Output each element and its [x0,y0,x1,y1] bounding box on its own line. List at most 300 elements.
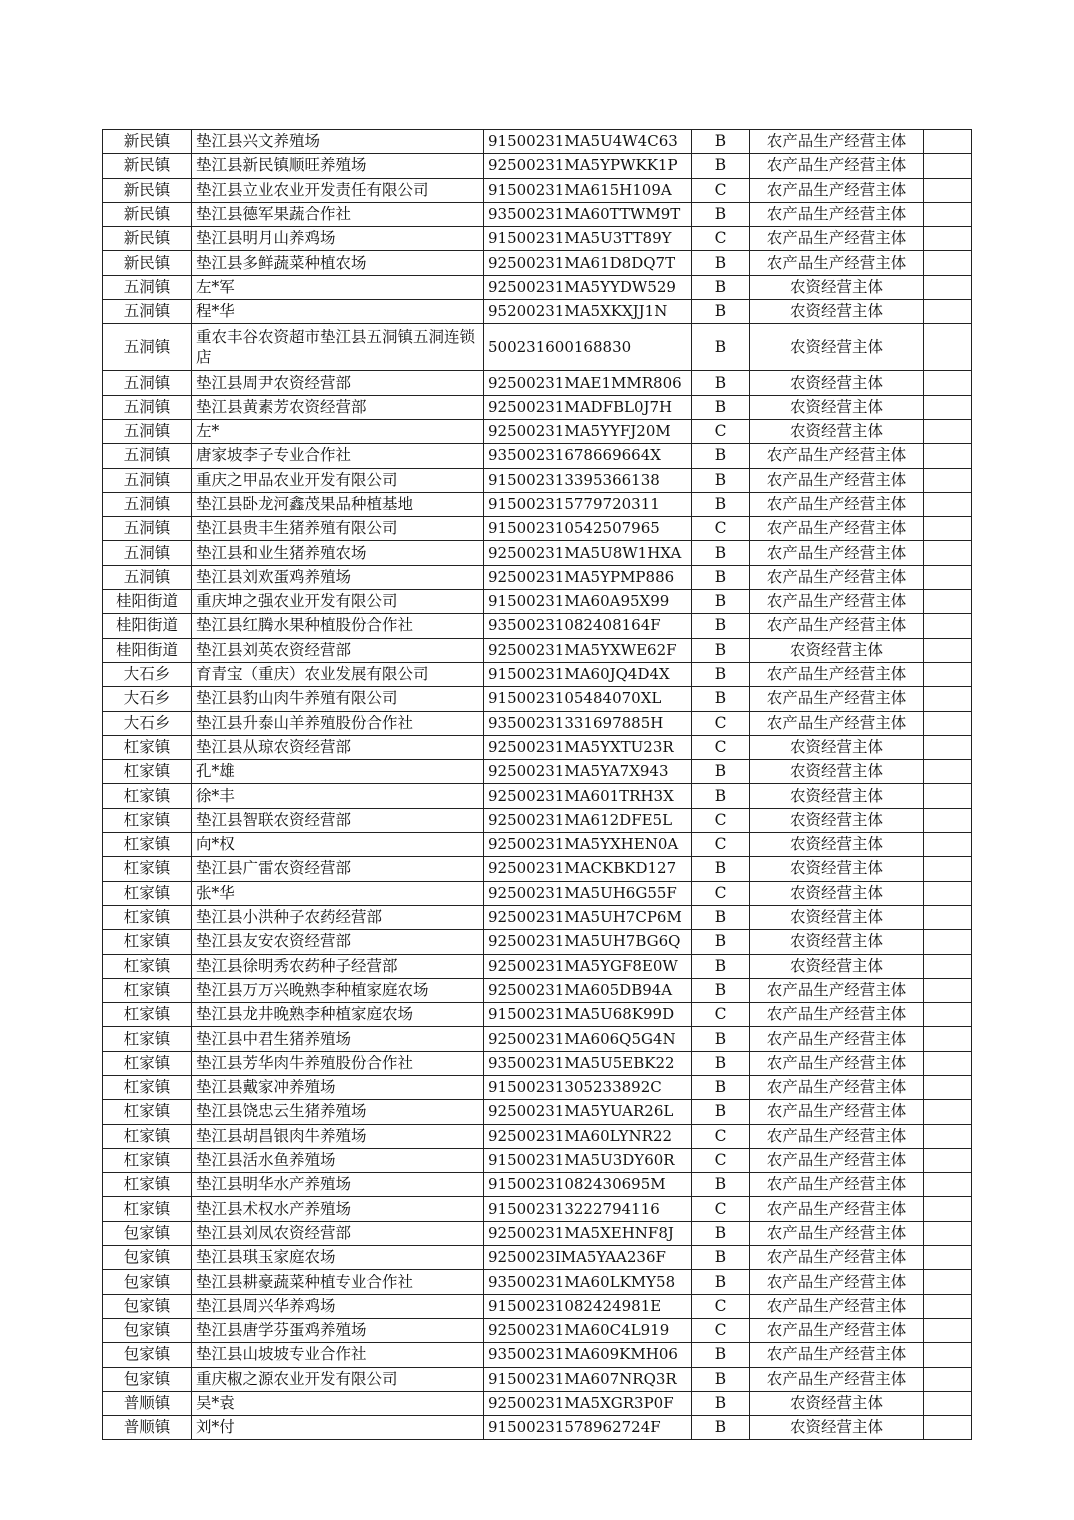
town-cell: 五洞镇 [103,468,192,492]
grade-cell: B [692,1027,750,1051]
credit-code-cell: 93500231MA60TTWM9T [484,202,692,226]
credit-code-cell: 92500231MA605DB94A [484,978,692,1002]
town-cell: 五洞镇 [103,419,192,443]
blank-cell [924,468,972,492]
entity-type-cell: 农资经营主体 [750,735,924,759]
entity-type-cell: 农产品生产经营主体 [750,1221,924,1245]
table-row [103,930,972,954]
table-row [103,687,972,711]
table-row [103,1416,972,1440]
credit-code-cell: 92500231MA60LYNR22 [484,1124,692,1148]
entity-name-cell: 育青宝（重庆）农业发展有限公司 [192,662,484,686]
blank-cell [924,614,972,638]
table-row [103,833,972,857]
grade-cell: B [692,954,750,978]
entity-name-cell: 垫江县徐明秀农药种子经营部 [192,954,484,978]
credit-code-cell: 92500231MA5XGR3P0F [484,1391,692,1415]
town-cell: 桂阳街道 [103,590,192,614]
entity-type-cell: 农产品生产经营主体 [750,565,924,589]
table-row [103,1246,972,1270]
entity-name-cell: 垫江县友安农资经营部 [192,930,484,954]
entity-type-cell: 农资经营主体 [750,1391,924,1415]
grade-cell: B [692,130,750,154]
table-row [103,1294,972,1318]
blank-cell [924,1343,972,1367]
table-row [103,444,972,468]
grade-cell: C [692,227,750,251]
grade-cell: B [692,1416,750,1440]
town-cell: 五洞镇 [103,541,192,565]
entity-name-cell: 垫江县贵丰生猪养殖有限公司 [192,517,484,541]
entity-name-cell: 垫江县德军果蔬合作社 [192,202,484,226]
entity-type-cell: 农产品生产经营主体 [750,541,924,565]
town-cell: 杠家镇 [103,881,192,905]
entity-name-cell: 徐*丰 [192,784,484,808]
town-cell: 杠家镇 [103,735,192,759]
blank-cell [924,1003,972,1027]
town-cell: 包家镇 [103,1367,192,1391]
table-row [103,154,972,178]
blank-cell [924,1246,972,1270]
town-cell: 杠家镇 [103,954,192,978]
grade-cell: C [692,808,750,832]
credit-code-cell: 95200231MA5XKXJJ1N [484,300,692,324]
blank-cell [924,300,972,324]
town-cell: 五洞镇 [103,444,192,468]
credit-code-cell: 91500231305233892C [484,1075,692,1099]
grade-cell: C [692,833,750,857]
town-cell: 杠家镇 [103,930,192,954]
entity-name-cell: 垫江县龙井晚熟李种植家庭农场 [192,1003,484,1027]
blank-cell [924,1100,972,1124]
town-cell: 包家镇 [103,1343,192,1367]
entity-type-cell: 农产品生产经营主体 [750,1197,924,1221]
entity-type-cell: 农产品生产经营主体 [750,1003,924,1027]
credit-code-cell: 93500231082408164F [484,614,692,638]
entity-type-cell: 农产品生产经营主体 [750,492,924,516]
entity-type-cell: 农产品生产经营主体 [750,590,924,614]
entity-type-cell: 农产品生产经营主体 [750,1367,924,1391]
table-row [103,808,972,832]
table-row [103,1391,972,1415]
grade-cell: B [692,492,750,516]
credit-code-cell: 92500231MA601TRH3X [484,784,692,808]
entity-name-cell: 向*权 [192,833,484,857]
grade-cell: B [692,638,750,662]
grade-cell: B [692,687,750,711]
table-row [103,735,972,759]
table-row [103,1173,972,1197]
entity-type-cell: 农资经营主体 [750,905,924,929]
blank-cell [924,687,972,711]
blank-cell [924,275,972,299]
blank-cell [924,784,972,808]
grade-cell: B [692,541,750,565]
entity-name-cell: 垫江县卧龙河鑫茂果品种植基地 [192,492,484,516]
blank-cell [924,662,972,686]
entity-name-cell: 孔*雄 [192,760,484,784]
blank-cell [924,711,972,735]
town-cell: 杠家镇 [103,1124,192,1148]
entity-name-cell: 垫江县多鲜蔬菜种植农场 [192,251,484,275]
grade-cell: B [692,1270,750,1294]
table-row [103,905,972,929]
entity-name-cell: 垫江县红腾水果种植股份合作社 [192,614,484,638]
grade-cell: B [692,857,750,881]
entity-type-cell: 农产品生产经营主体 [750,1100,924,1124]
blank-cell [924,833,972,857]
grade-cell: B [692,444,750,468]
town-cell: 新民镇 [103,202,192,226]
entity-name-cell: 垫江县唐学芬蛋鸡养殖场 [192,1318,484,1342]
entity-name-cell: 重农丰谷农资超市垫江县五洞镇五洞连锁店 [192,324,484,371]
entity-type-cell: 农资经营主体 [750,833,924,857]
grade-cell: C [692,178,750,202]
table-row [103,275,972,299]
blank-cell [924,371,972,395]
blank-cell [924,419,972,443]
grade-cell: B [692,1100,750,1124]
grade-cell: B [692,300,750,324]
credit-code-cell: 93500231MA609KMH06 [484,1343,692,1367]
entity-type-cell: 农产品生产经营主体 [750,711,924,735]
table-row [103,178,972,202]
town-cell: 五洞镇 [103,565,192,589]
credit-code-cell: 92500231MA612DFE5L [484,808,692,832]
entity-type-cell: 农产品生产经营主体 [750,1246,924,1270]
grade-cell: C [692,711,750,735]
credit-code-cell: 915002310542507965 [484,517,692,541]
grade-cell: B [692,468,750,492]
entity-name-cell: 重庆椒之源农业开发有限公司 [192,1367,484,1391]
table-row [103,1148,972,1172]
grade-cell: B [692,905,750,929]
credit-code-cell: 92500231MA5YGF8E0W [484,954,692,978]
entity-name-cell: 垫江县兴文养殖场 [192,130,484,154]
blank-cell [924,1416,972,1440]
table-row [103,590,972,614]
blank-cell [924,1075,972,1099]
table-row [103,517,972,541]
entity-type-cell: 农资经营主体 [750,808,924,832]
entity-type-cell: 农产品生产经营主体 [750,251,924,275]
entity-type-cell: 农产品生产经营主体 [750,687,924,711]
entity-type-cell: 农产品生产经营主体 [750,1051,924,1075]
entity-name-cell: 垫江县芳华肉牛养殖股份合作社 [192,1051,484,1075]
entity-type-cell: 农产品生产经营主体 [750,1148,924,1172]
grade-cell: B [692,1367,750,1391]
blank-cell [924,1124,972,1148]
town-cell: 五洞镇 [103,275,192,299]
town-cell: 杠家镇 [103,1197,192,1221]
grade-cell: B [692,395,750,419]
entity-type-cell: 农资经营主体 [750,954,924,978]
entity-name-cell: 垫江县万万兴晚熟李种植家庭农场 [192,978,484,1002]
table-row [103,541,972,565]
blank-cell [924,324,972,371]
grade-cell: B [692,275,750,299]
blank-cell [924,590,972,614]
table-row [103,638,972,662]
town-cell: 包家镇 [103,1294,192,1318]
blank-cell [924,1148,972,1172]
table-row [103,1051,972,1075]
table-row [103,1270,972,1294]
table-row [103,978,972,1002]
grade-cell: B [692,1343,750,1367]
table-row [103,492,972,516]
entity-type-cell: 农资经营主体 [750,638,924,662]
table-row [103,711,972,735]
table-row [103,857,972,881]
entity-type-cell: 农资经营主体 [750,930,924,954]
entity-type-cell: 农产品生产经营主体 [750,1294,924,1318]
entity-type-cell: 农产品生产经营主体 [750,227,924,251]
town-cell: 五洞镇 [103,371,192,395]
grade-cell: C [692,1294,750,1318]
blank-cell [924,1270,972,1294]
blank-cell [924,1221,972,1245]
entity-name-cell: 垫江县周兴华养鸡场 [192,1294,484,1318]
credit-code-cell: 92500231MA5UH7CP6M [484,905,692,929]
table-row [103,1343,972,1367]
grade-cell: C [692,1197,750,1221]
table-row [103,1318,972,1342]
blank-cell [924,565,972,589]
grade-cell: B [692,930,750,954]
table-row [103,227,972,251]
credit-code-cell: 9250023IMA5YAA236F [484,1246,692,1270]
grade-cell: C [692,735,750,759]
table-row [103,251,972,275]
town-cell: 包家镇 [103,1221,192,1245]
credit-code-cell: 91500231MA5U68K99D [484,1003,692,1027]
blank-cell [924,517,972,541]
blank-cell [924,1051,972,1075]
town-cell: 五洞镇 [103,492,192,516]
table-row [103,202,972,226]
table-row [103,760,972,784]
credit-code-cell: 91500231MA60JQ4D4X [484,662,692,686]
town-cell: 杠家镇 [103,1051,192,1075]
town-cell: 五洞镇 [103,324,192,371]
grade-cell: B [692,784,750,808]
blank-cell [924,202,972,226]
entity-name-cell: 垫江县戴家冲养殖场 [192,1075,484,1099]
entity-type-cell: 农产品生产经营主体 [750,1318,924,1342]
entity-name-cell: 垫江县立业农业开发责任有限公司 [192,178,484,202]
table-row [103,1003,972,1027]
table-row [103,954,972,978]
town-cell: 桂阳街道 [103,614,192,638]
entity-table [102,129,972,1440]
blank-cell [924,227,972,251]
entity-type-cell: 农资经营主体 [750,1416,924,1440]
entity-name-cell: 垫江县周尹农资经营部 [192,371,484,395]
entity-name-cell: 垫江县豹山肉牛养殖有限公司 [192,687,484,711]
grade-cell: B [692,1391,750,1415]
town-cell: 大石乡 [103,711,192,735]
town-cell: 杠家镇 [103,1003,192,1027]
credit-code-cell: 92500231MA5YXHEN0A [484,833,692,857]
grade-cell: B [692,1173,750,1197]
grade-cell: B [692,371,750,395]
credit-code-cell: 91500231MA5U3DY60R [484,1148,692,1172]
town-cell: 五洞镇 [103,517,192,541]
entity-name-cell: 唐家坡李子专业合作社 [192,444,484,468]
entity-type-cell: 农资经营主体 [750,371,924,395]
grade-cell: C [692,1124,750,1148]
credit-code-cell: 91500231082424981E [484,1294,692,1318]
blank-cell [924,638,972,662]
grade-cell: C [692,1148,750,1172]
blank-cell [924,881,972,905]
entity-name-cell: 重庆坤之强农业开发有限公司 [192,590,484,614]
table-row [103,371,972,395]
grade-cell: B [692,1246,750,1270]
entity-type-cell: 农资经营主体 [750,395,924,419]
town-cell: 新民镇 [103,154,192,178]
table-row [103,1367,972,1391]
credit-code-cell: 92500231MA5YXTU23R [484,735,692,759]
town-cell: 包家镇 [103,1270,192,1294]
credit-code-cell: 915002313395366138 [484,468,692,492]
table-row [103,881,972,905]
entity-type-cell: 农产品生产经营主体 [750,1075,924,1099]
town-cell: 杠家镇 [103,1148,192,1172]
town-cell: 普顺镇 [103,1391,192,1415]
entity-name-cell: 垫江县饶忠云生猪养殖场 [192,1100,484,1124]
entity-name-cell: 垫江县新民镇顺旺养殖场 [192,154,484,178]
grade-cell: B [692,760,750,784]
credit-code-cell: 500231600168830 [484,324,692,371]
entity-type-cell: 农产品生产经营主体 [750,468,924,492]
town-cell: 新民镇 [103,178,192,202]
town-cell: 杠家镇 [103,1173,192,1197]
blank-cell [924,905,972,929]
entity-name-cell: 重庆之甲品农业开发有限公司 [192,468,484,492]
town-cell: 五洞镇 [103,300,192,324]
town-cell: 包家镇 [103,1246,192,1270]
entity-type-cell: 农资经营主体 [750,760,924,784]
credit-code-cell: 92500231MA5YPWKK1P [484,154,692,178]
entity-name-cell: 垫江县胡昌银肉牛养殖场 [192,1124,484,1148]
blank-cell [924,735,972,759]
blank-cell [924,1027,972,1051]
credit-code-cell: 92500231MA5UH6G55F [484,881,692,905]
table-row [103,1075,972,1099]
credit-code-cell: 915002315779720311 [484,492,692,516]
entity-name-cell: 垫江县小洪种子农药经营部 [192,905,484,929]
table-row [103,784,972,808]
entity-name-cell: 垫江县琪玉家庭农场 [192,1246,484,1270]
town-cell: 包家镇 [103,1318,192,1342]
entity-type-cell: 农资经营主体 [750,881,924,905]
credit-code-cell: 92500231MA5YYDW529 [484,275,692,299]
blank-cell [924,760,972,784]
town-cell: 大石乡 [103,662,192,686]
entity-type-cell: 农产品生产经营主体 [750,517,924,541]
entity-name-cell: 垫江县明月山养鸡场 [192,227,484,251]
entity-type-cell: 农产品生产经营主体 [750,1343,924,1367]
blank-cell [924,178,972,202]
entity-name-cell: 垫江县智联农资经营部 [192,808,484,832]
grade-cell: B [692,251,750,275]
blank-cell [924,1173,972,1197]
credit-code-cell: 92500231MA5YYFJ20M [484,419,692,443]
grade-cell: B [692,1221,750,1245]
credit-code-cell: 91500231MA5U4W4C63 [484,130,692,154]
credit-code-cell: 92500231MA606Q5G4N [484,1027,692,1051]
credit-code-cell: 91500231MA607NRQ3R [484,1367,692,1391]
town-cell: 杠家镇 [103,760,192,784]
grade-cell: B [692,154,750,178]
entity-type-cell: 农资经营主体 [750,784,924,808]
entity-type-cell: 农产品生产经营主体 [750,1173,924,1197]
town-cell: 新民镇 [103,227,192,251]
blank-cell [924,1391,972,1415]
credit-code-cell: 93500231MA5U5EBK22 [484,1051,692,1075]
blank-cell [924,444,972,468]
entity-type-cell: 农资经营主体 [750,419,924,443]
entity-type-cell: 农产品生产经营主体 [750,978,924,1002]
entity-name-cell: 左*军 [192,275,484,299]
grade-cell: C [692,1003,750,1027]
entity-name-cell: 刘*付 [192,1416,484,1440]
credit-code-cell: 9150023105484070XL [484,687,692,711]
grade-cell: B [692,614,750,638]
credit-code-cell: 92500231MA5U8W1HXA [484,541,692,565]
blank-cell [924,154,972,178]
town-cell: 杠家镇 [103,857,192,881]
blank-cell [924,251,972,275]
credit-code-cell: 92500231MA5YXWE62F [484,638,692,662]
entity-type-cell: 农产品生产经营主体 [750,614,924,638]
entity-name-cell: 张*华 [192,881,484,905]
entity-name-cell: 垫江县刘英农资经营部 [192,638,484,662]
credit-code-cell: 91500231578962724F [484,1416,692,1440]
grade-cell: C [692,881,750,905]
credit-code-cell: 92500231MADFBL0J7H [484,395,692,419]
credit-code-cell: 92500231MACKBKD127 [484,857,692,881]
town-cell: 杠家镇 [103,1075,192,1099]
entity-name-cell: 吴*袁 [192,1391,484,1415]
credit-code-cell: 91500231MA5U3TT89Y [484,227,692,251]
entity-type-cell: 农资经营主体 [750,324,924,371]
table-row [103,1221,972,1245]
table-row [103,130,972,154]
grade-cell: B [692,662,750,686]
table-row [103,300,972,324]
town-cell: 桂阳街道 [103,638,192,662]
entity-name-cell: 垫江县刘凤农资经营部 [192,1221,484,1245]
entity-type-cell: 农产品生产经营主体 [750,1027,924,1051]
entity-name-cell: 垫江县活水鱼养殖场 [192,1148,484,1172]
grade-cell: C [692,419,750,443]
town-cell: 普顺镇 [103,1416,192,1440]
grade-cell: B [692,1075,750,1099]
blank-cell [924,930,972,954]
table-row [103,324,972,371]
entity-type-cell: 农产品生产经营主体 [750,1270,924,1294]
table-row [103,395,972,419]
entity-name-cell: 垫江县明华水产养殖场 [192,1173,484,1197]
blank-cell [924,541,972,565]
grade-cell: C [692,517,750,541]
grade-cell: B [692,978,750,1002]
credit-code-cell: 93500231MA60LKMY58 [484,1270,692,1294]
entity-name-cell: 垫江县黄素芳农资经营部 [192,395,484,419]
